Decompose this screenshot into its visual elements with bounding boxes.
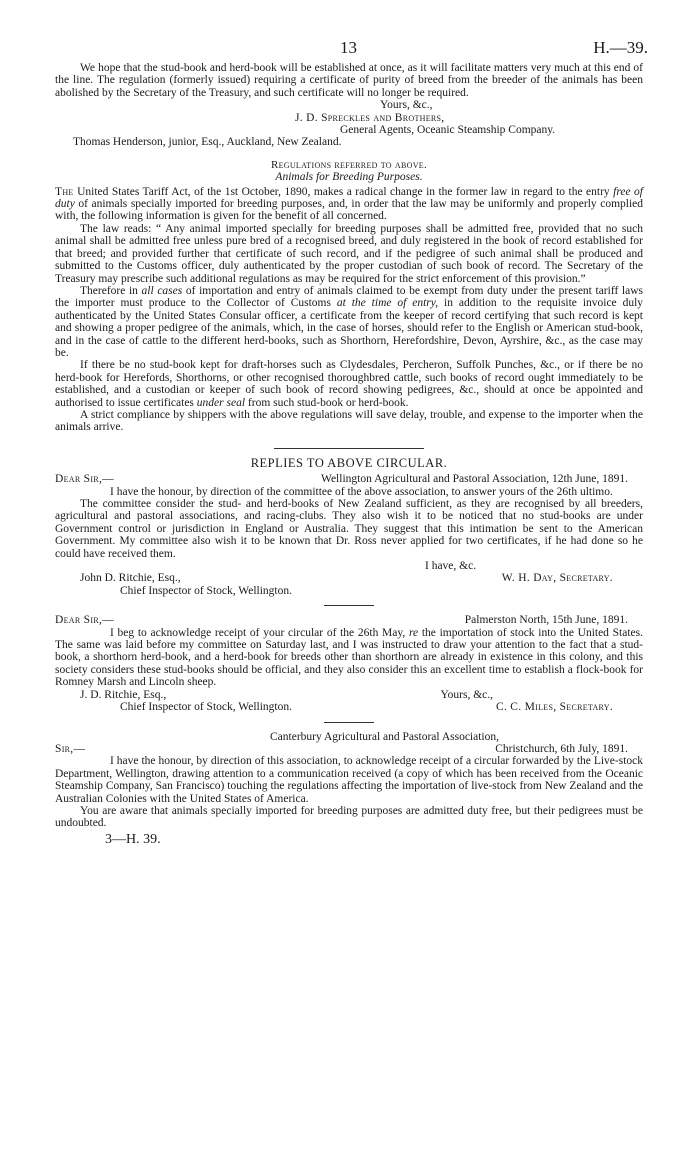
reply2-place-date: Palmerston North, 15th June, 1891. bbox=[464, 614, 628, 627]
page-header bbox=[55, 38, 648, 62]
reply2-salutation: Dear Sir,— bbox=[55, 614, 114, 627]
letter1-signer-title: General Agents, Oceanic Steamship Company. bbox=[340, 124, 556, 137]
letter1-body: We hope that the stud-book and herd-book will be established at once, as it will facilitate matters very much at this end of the line. The regulation (formerly issued) requiring a certificate of purity of breed from the breeder of the animals has been abolished by the Secretary of the Treasury, and such certificate will no longer be required. bbox=[55, 62, 643, 99]
regulations-paragraph-1: The United States Tariff Act, of the 1st October, 1890, makes a radical change in the former law in regard to the entry free of duty of animals specially imported for breeding purposes, and, in order that the law may be uniformly and properly complied with, the following information is given for the benefit of all concerned. bbox=[55, 185, 644, 223]
regulations-paragraph-3: Therefore in all cases of importation and entry of animals claimed to be exempt from duty under the present tariff laws the importer must produce to the Collector of Customs at the time of entry, in addition to the requisite invoice duly authenticated by the United States Consular officer, a certificate from the keeper of record certifying that such record is kept and showing a proper pedigree of the animals, which, in the case of horses, should refer to the English or American stud-book, and in the case of cattle to the different herd-books, such as Shorthorn, Herefordshire, Devon, Ayrshire, &c., as the case may be. bbox=[55, 284, 644, 359]
reply2-signature-line bbox=[55, 689, 643, 701]
reply2-closing: Yours, &c., bbox=[440, 688, 493, 701]
reply1-place-date: Wellington Agricultural and Pastoral Association, 12th June, 1891. bbox=[321, 473, 628, 486]
reply3-salutation-line bbox=[55, 743, 643, 755]
reply2-addressee-title: Chief Inspector of Stock, Wellington. bbox=[120, 701, 292, 714]
replies-heading: REPLIES TO ABOVE CIRCULAR. bbox=[250, 455, 448, 470]
page-number: 13 bbox=[340, 38, 357, 57]
regulations-heading: Regulations referred to above. bbox=[270, 158, 428, 171]
reply3-place-date: Christchurch, 6th July, 1891. bbox=[495, 742, 628, 755]
document-reference: H.—39. bbox=[593, 38, 648, 57]
letter1-signer: J. D. Spreckles and Brothers, bbox=[295, 111, 445, 124]
reply2-signer: C. C. Miles, Secretary. bbox=[495, 701, 613, 714]
letter1-addressee: Thomas Henderson, junior, Esq., Auckland, New Zealand. bbox=[73, 136, 342, 149]
reply-divider bbox=[324, 722, 374, 723]
reply3-paragraph-2: You are aware that animals specially imported for breeding purposes are admitted duty free, but their pedigrees must be undoubted. bbox=[55, 804, 643, 830]
reply-divider bbox=[324, 605, 374, 606]
reply1-paragraph-2: The committee consider the stud- and herd-books of New Zealand sufficient, as they are recognised by all breeders, agricultural and pastoral associations, and racing-clubs. They also wish it to be noticed that no stud-books are under Government control or jurisdiction in England or Australia. They suggest that this intimation be sent to the American Government. My committee also wish it to be known that Dr. Ross never applied for two certificates, if he had done so he could have received them. bbox=[55, 498, 643, 560]
regulations-paragraph-4: If there be no stud-book kept for draft-horses such as Clydesdales, Percheron, Suffolk Punches, &c., or if there be no herd-book for Herefords, Shorthorns, or other recognised thoroughbred cattle, such books of record ought immediately to be established, and a custodian or keeper of such book of record showing pedigrees, &c., should at once be appointed and authorised to issue certificates under seal from such stud-book or herd-book. bbox=[55, 359, 643, 409]
letter1-closing: Yours, &c., bbox=[380, 99, 433, 112]
reply1-salutation: Dear Sir,— bbox=[55, 473, 114, 486]
reply1-addressee-title: Chief Inspector of Stock, Wellington. bbox=[120, 584, 292, 597]
reply1-addressee: John D. Ritchie, Esq., bbox=[80, 572, 181, 585]
section-divider bbox=[274, 448, 424, 449]
reply1-salutation-line bbox=[55, 473, 643, 485]
regulations-paragraph-2: The law reads: “ Any animal imported specially for breeding purposes shall be admitted free, provided that no such animal shall be admitted free unless pure bred of a recognised breed, and duly registered in the book of record established for that breed; and provided further that certificate of such record, and if the pedigree of such animal shall be produced and submitted to the Customs officer, duly authenticated by the proper custodian of such book of record. The Secretary of the Treasury may prescribe such additional regulations as may be required for the strict enforcement of this provision.” bbox=[55, 222, 643, 285]
reply2-paragraph-1: I beg to acknowledge receipt of your circular of the 26th May, re the importation of stock into the United States. The same was laid before my committee on Saturday last, and I was instructed to draw your attention to the fact that a stud-book, a shorthorn herd-book, and a herd-book for breeds other than shorthorn are already in existence in this colony, and this society considers these stud-books should be official, and they also consider this an excellent time to establish a flock-book for Romney Marsh and Lincoln sheep. bbox=[55, 626, 643, 689]
reply3-association: Canterbury Agricultural and Pastoral Association, bbox=[270, 730, 499, 743]
reply1-signature-line bbox=[55, 572, 643, 584]
reply1-closing: I have, &c. bbox=[425, 560, 477, 573]
reply1-signer: W. H. Day, Secretary. bbox=[501, 572, 613, 585]
sheet-signature: 3—H. 39. bbox=[105, 831, 161, 847]
document-page bbox=[55, 38, 648, 847]
reply2-salutation-line bbox=[55, 614, 643, 626]
reply3-paragraph-1: I have the honour, by direction of this association, to acknowledge receipt of a circular forwarded by the Live-stock Department, Wellington, drawing attention to a communication received (a copy of which has been received from the Oceanic Steamship Company, San Francisco) touching the regulations affecting the importation of live-stock from New Zealand and the Australian Colonies with the United States of America. bbox=[55, 755, 643, 805]
regulations-subheading: Animals for Breeding Purposes. bbox=[275, 171, 423, 184]
regulations-paragraph-5: A strict compliance by shippers with the above regulations will save delay, trouble, and expense to the importer when the animals arrive. bbox=[55, 408, 643, 434]
reply3-salutation: Sir,— bbox=[55, 742, 86, 755]
reply1-paragraph-1: I have the honour, by direction of the committee of the above association, to answer yours of the 26th ultimo. bbox=[110, 485, 613, 498]
reply2-addressee: J. D. Ritchie, Esq., bbox=[80, 688, 167, 701]
